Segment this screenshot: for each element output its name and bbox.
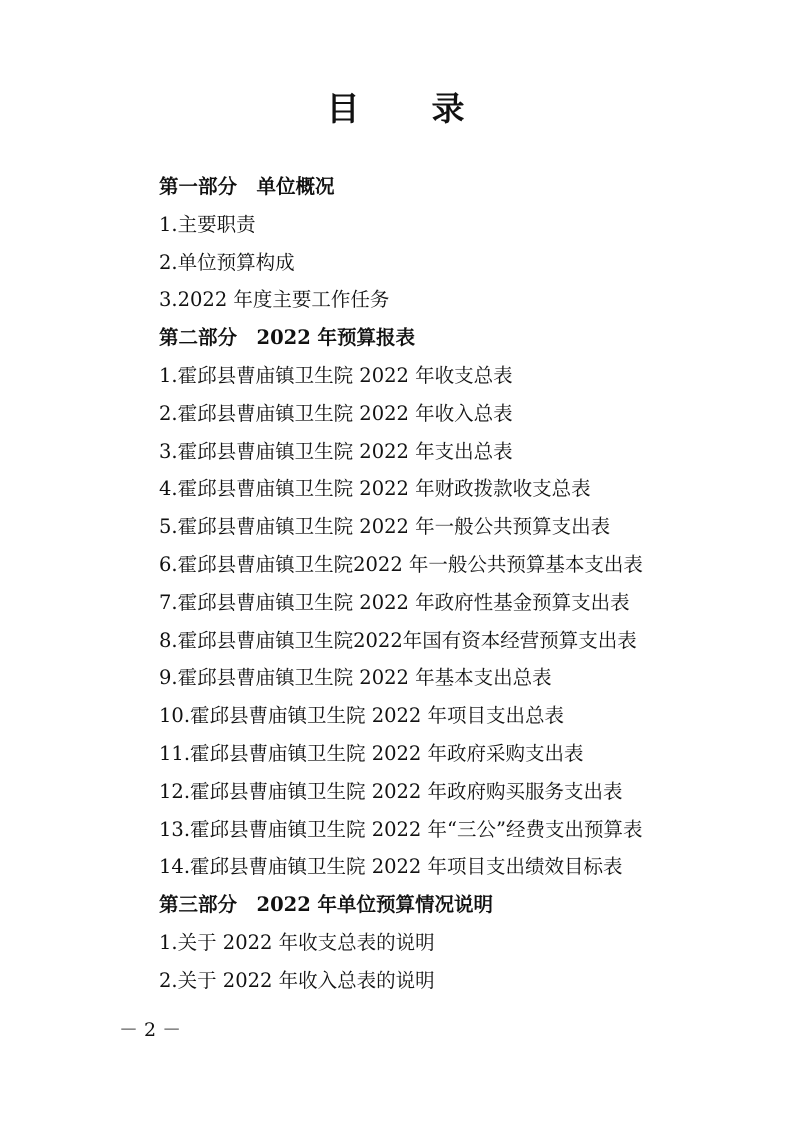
table-of-contents [159,168,699,1000]
toc-item: 1.霍邱县曹庙镇卫生院 2022 年收支总表 [159,363,513,387]
toc-item: 5.霍邱县曹庙镇卫生院 2022 年一般公共预算支出表 [159,515,611,539]
toc-item: 1.主要职责 [159,212,256,236]
toc-item: 13.霍邱县曹庙镇卫生院 2022 年“三公”经费支出预算表 [159,817,643,841]
toc-item: 10.霍邱县曹庙镇卫生院 2022 年项目支出总表 [159,704,565,728]
toc-item: 9.霍邱县曹庙镇卫生院 2022 年基本支出总表 [159,666,552,690]
toc-section-heading: 第二部分 2022 年预算报表 [159,326,416,350]
toc-item: 8.霍邱县曹庙镇卫生院2022年国有资本经营预算支出表 [159,628,637,652]
page-number: － 2 － [119,1019,182,1041]
toc-item: 2.单位预算构成 [159,250,295,274]
toc-item: 7.霍邱县曹庙镇卫生院 2022 年政府性基金预算支出表 [159,590,630,614]
toc-item: 6.霍邱县曹庙镇卫生院2022 年一般公共预算基本支出表 [159,552,643,576]
toc-item: 1.关于 2022 年收支总表的说明 [159,930,435,954]
toc-item: 14.霍邱县曹庙镇卫生院 2022 年项目支出绩效目标表 [159,855,623,879]
toc-item: 12.霍邱县曹庙镇卫生院 2022 年政府购买服务支出表 [159,779,623,803]
toc-item: 2.霍邱县曹庙镇卫生院 2022 年收入总表 [159,401,513,425]
page-title: 目 录 [326,89,467,128]
toc-item: 3.2022 年度主要工作任务 [159,288,390,312]
toc-section-heading: 第一部分 单位概况 [159,175,335,198]
toc-item: 2.关于 2022 年收入总表的说明 [159,968,435,992]
toc-item: 11.霍邱县曹庙镇卫生院 2022 年政府采购支出表 [159,741,584,765]
toc-item: 4.霍邱县曹庙镇卫生院 2022 年财政拨款收支总表 [159,477,591,501]
toc-section-heading: 第三部分 2022 年单位预算情况说明 [159,893,494,917]
toc-item: 3.霍邱县曹庙镇卫生院 2022 年支出总表 [159,439,513,463]
